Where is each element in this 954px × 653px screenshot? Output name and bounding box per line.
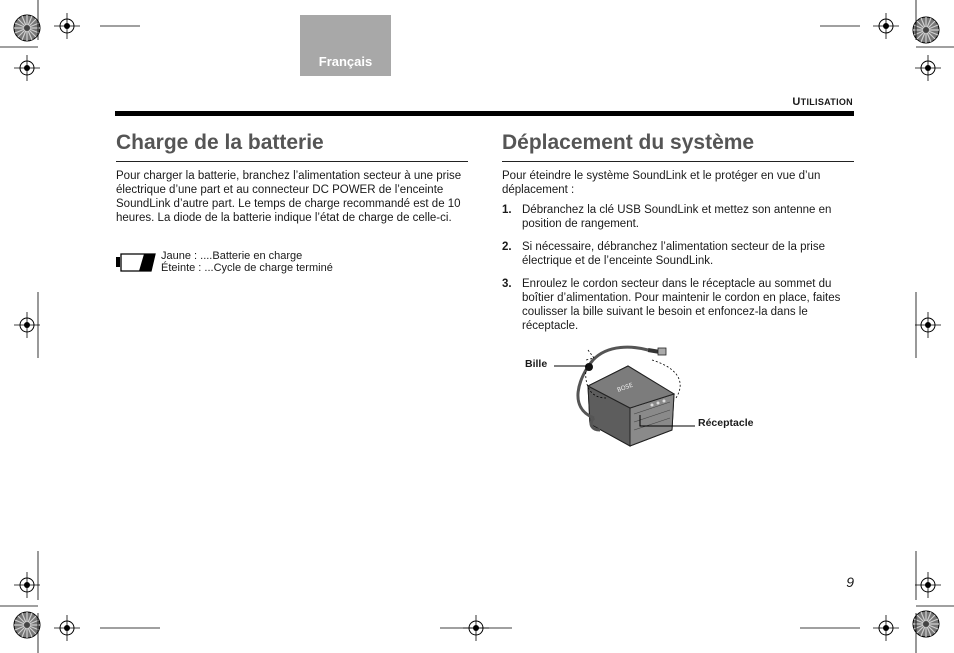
language-tab[interactable]	[300, 15, 391, 76]
section-name-initial: U	[792, 96, 801, 108]
list-item	[502, 277, 854, 333]
paragraph: Pour charger la batterie, branchez l’alimentation secteur à une prise électrique d’une part et au connecteur DC POWER de l’enceinte SoundLink d’autre part. Le temps de charge recommandé est de 10 heures. La diode de la batterie indique l’état de charge de celle-ci.	[116, 170, 462, 224]
page-number: 9	[846, 574, 854, 590]
step-text: Si nécessaire, débranchez l’alimentation secteur de la prise électrique et de l’enceinte SoundLink.	[522, 241, 825, 267]
list-item	[502, 240, 854, 268]
battery-icon	[115, 253, 157, 273]
step-text: Enroulez le cordon secteur dans le réceptacle au sommet du boîtier d’alimentation. Pour maintenir le cordon en place, faites coulisser la bille suivant le besoin et enfoncez-la dans le réceptacle.	[522, 278, 841, 332]
step-number: 3.	[502, 278, 512, 290]
battery-legend	[161, 250, 333, 274]
step-number: 2.	[502, 241, 512, 253]
right-column	[502, 131, 854, 342]
legend-line-charging: Jaune : ....Batterie en charge	[161, 250, 303, 262]
intro-paragraph: Pour éteindre le système SoundLink et le protéger en vue d’un déplacement :	[502, 170, 821, 196]
section-title: Charge de la batterie	[116, 131, 324, 154]
label-receptacle: Réceptacle	[698, 417, 754, 429]
leader-lines	[550, 360, 700, 430]
language-tab-label: Français	[318, 54, 373, 69]
legend-line-complete: Éteinte : ...Cycle de charge terminé	[161, 262, 333, 274]
section-name-rest: TILISATION	[800, 97, 853, 107]
step-number: 1.	[502, 204, 512, 216]
label-bille: Bille	[525, 358, 548, 370]
header-rule	[115, 111, 854, 116]
list-item	[502, 203, 854, 231]
section-name	[792, 96, 853, 108]
title-rule	[502, 161, 854, 162]
left-column	[116, 131, 468, 225]
steps-list	[502, 203, 854, 333]
svg-text:BOSE: BOSE	[616, 381, 635, 394]
step-text: Débranchez la clé USB SoundLink et mettez son antenne en position de rangement.	[522, 204, 832, 230]
title-rule	[116, 161, 468, 162]
section-title: Déplacement du système	[502, 131, 755, 154]
